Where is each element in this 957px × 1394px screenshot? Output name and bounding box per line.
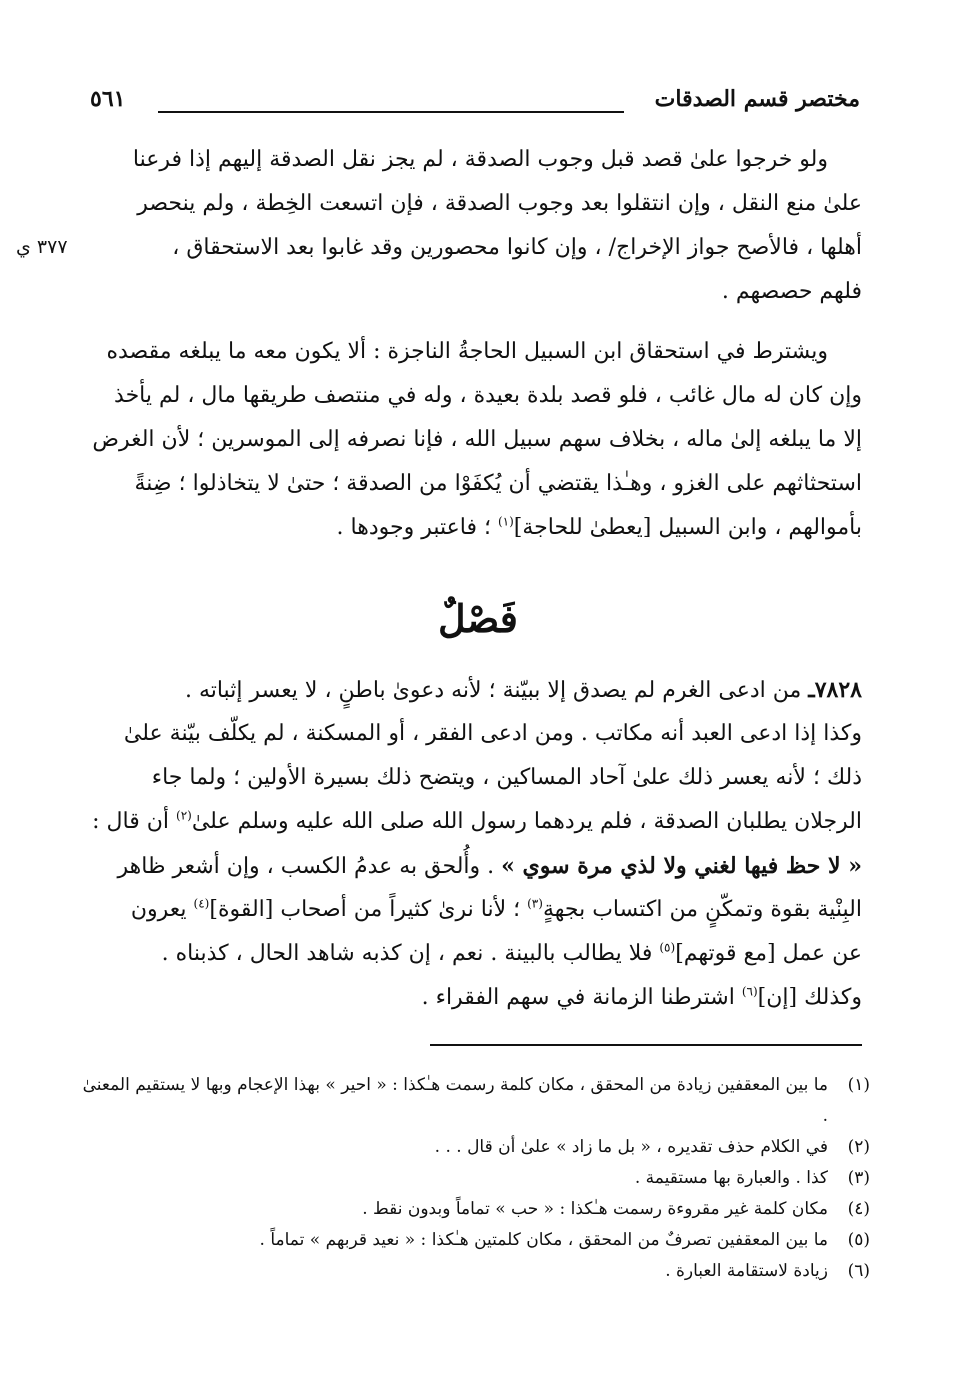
footnote-number: (٢) [847,1137,870,1157]
paragraph-line: وكذا إذا ادعى العبد أنه مكاتب . ومن ادعى الفقر ، أو المسكنة ، لم يكلّف بيّنة علىٰ [123,721,862,746]
footnote-number: (٥) [847,1230,870,1250]
footnote-text: كذا . والعبارة بها مستقيمة . [634,1168,828,1188]
paragraph-line [78,800,862,844]
footnote [80,1163,870,1194]
footnote-ref: (٦) [741,984,758,999]
manuscript-folio-note: ٣٧٧ ي [16,236,68,258]
paragraph-line [78,932,862,976]
footnote [80,1256,870,1287]
paragraph-line: ولو خرجوا علىٰ قصد قبل وجوب الصدقة ، لم يجز نقل الصدقة إليهم إذا فرعنا [132,147,828,172]
footnote-text: ما بين المعقفين تصرفٌ من المحقق ، مكان كلمتين هـٰكذا : « نعيد قربهم » تماماً . [259,1230,828,1250]
text-run: من ادعى الغرم لم يصدق إلا ببيّنة ؛ لأنه دعوىٰ باطنٍ ، لا يعسر إثباته . [184,678,809,703]
text-run: ؛ لأنا نرىٰ كثيراً من أصحاب [القوة] [209,897,528,922]
page-header [80,86,860,122]
text-run: وكذلك [إن] [757,985,862,1010]
footnote-number: (٤) [847,1199,870,1219]
paragraph-line: أهلها ، فالأصح جواز الإخراج/ ، وإن كانوا محصورين وقد غابوا بعد الاستحقاق ، [172,235,862,260]
paragraph-line [78,888,862,932]
footnote-text: مكان كلمة غير مقروءة رسمت هـٰكذا : « حب » تماماً وبدون نقط . [362,1199,828,1219]
footnote-text: ما بين المعقفين زيادة من المحقق ، مكان كلمة رسمت هـٰكذا : « احير » بهذا الإعجام وبها لا يستقيم المعنىٰ . [82,1075,828,1126]
footnote-number: (٦) [847,1261,870,1281]
paragraph-line: فلهم حصصهم . [721,279,862,304]
footnotes [80,1070,870,1287]
paragraph-line: ويشترط في استحقاق ابن السبيل الحاجةُ الناجزة : ألا يكون معه ما يبلغه مقصده [106,339,828,364]
paragraph-line: علىٰ منع النقل ، وإن انتقلوا بعد وجوب الصدقة ، فإن اتسعت الخِطة ، ولم ينحصر [137,191,862,216]
paragraph-line: إلا ما يبلغه إلىٰ ماله ، بخلاف سهم سبيل الله ، فإنا نصرفه إلى الموسرين ؛ لأن الغرض [92,427,862,452]
hadith-quote: « لا حظ فيها لغني ولا لذي مرة سوي » [501,853,862,879]
text-run: . وأُلحق به عدمُ الكسب ، وإن أشعر ظاهر [117,854,502,879]
footnote [80,1070,870,1132]
text-run: البِنْية بقوة وتمكّنٍ من اكتساب بجهةٍ [542,897,862,922]
paragraph-1 [78,138,862,314]
text-run: اشترطنا الزمانة في سهم الفقراء . [421,985,742,1010]
footnote-text: زيادة لاستقامة العبارة . [665,1261,828,1281]
paragraph-line: وإن كان له مال غائب ، فلو قصد بلدة بعيدة ، وله في منتصف طريقها مال ، لم يأخذ [114,383,862,408]
footnote [80,1225,870,1256]
footnote-separator [430,1044,862,1046]
header-rule [158,111,624,113]
text-run: بأموالهم ، وابن السبيل [يعطىٰ للحاجة] [513,515,862,540]
text-run: يعرون [130,897,194,922]
paragraph-line [78,844,862,888]
footnote-ref: (٥) [659,940,676,955]
paragraph-line [78,668,862,712]
footnote-number: (٣) [847,1168,870,1188]
footnote [80,1132,870,1163]
section-body [78,668,862,1020]
paragraph-line [78,976,862,1020]
paragraph-line: ذلك ؛ لأنه يعسر ذلك علىٰ آحاد المساكين ، ويتضح ذلك بسيرة الأولين ؛ ولما جاء [151,765,862,790]
paragraph-2 [78,330,862,550]
footnote-ref: (١) [497,514,514,529]
footnote-number: (١) [847,1075,870,1095]
paragraph-line: استحثاثهم على الغزو ، وهـٰذا يقتضي أن يُكفَوْا من الصدقة ؛ حتىٰ لا يتخاذلوا ؛ ضِنةً [134,471,862,496]
section-title: فَصْلٌ [438,596,518,641]
footnote-ref: (٣) [527,896,543,911]
footnote-ref: (٢) [176,808,192,823]
text-run: أن قال : [92,809,177,834]
paragraph-line [78,506,862,550]
header-title: مختصر قسم الصدقات [654,86,860,112]
page-number: ٥٦١ [90,86,126,112]
footnote [80,1194,870,1225]
text-run: فلا يطالب بالبينة . نعم ، إن كذبه شاهد الحال ، كذبناه . [161,941,660,966]
text-run: عن عمل [مع قوتهم] [675,941,862,966]
section-title-ornament [398,584,558,654]
issue-number: ٧٨٢٨ـ [808,677,862,703]
text-run: ؛ فاعتبر وجودها . [336,515,498,540]
footnote-text: في الكلام حذف تقديره ، « بل ما زاد » علىٰ أن قال . . . [434,1137,828,1157]
text-run: الرجلان يطلبان الصدقة ، فلم يردهما رسول الله صلى الله عليه وسلم علىٰ [191,809,862,834]
footnote-ref: (٤) [193,896,210,911]
